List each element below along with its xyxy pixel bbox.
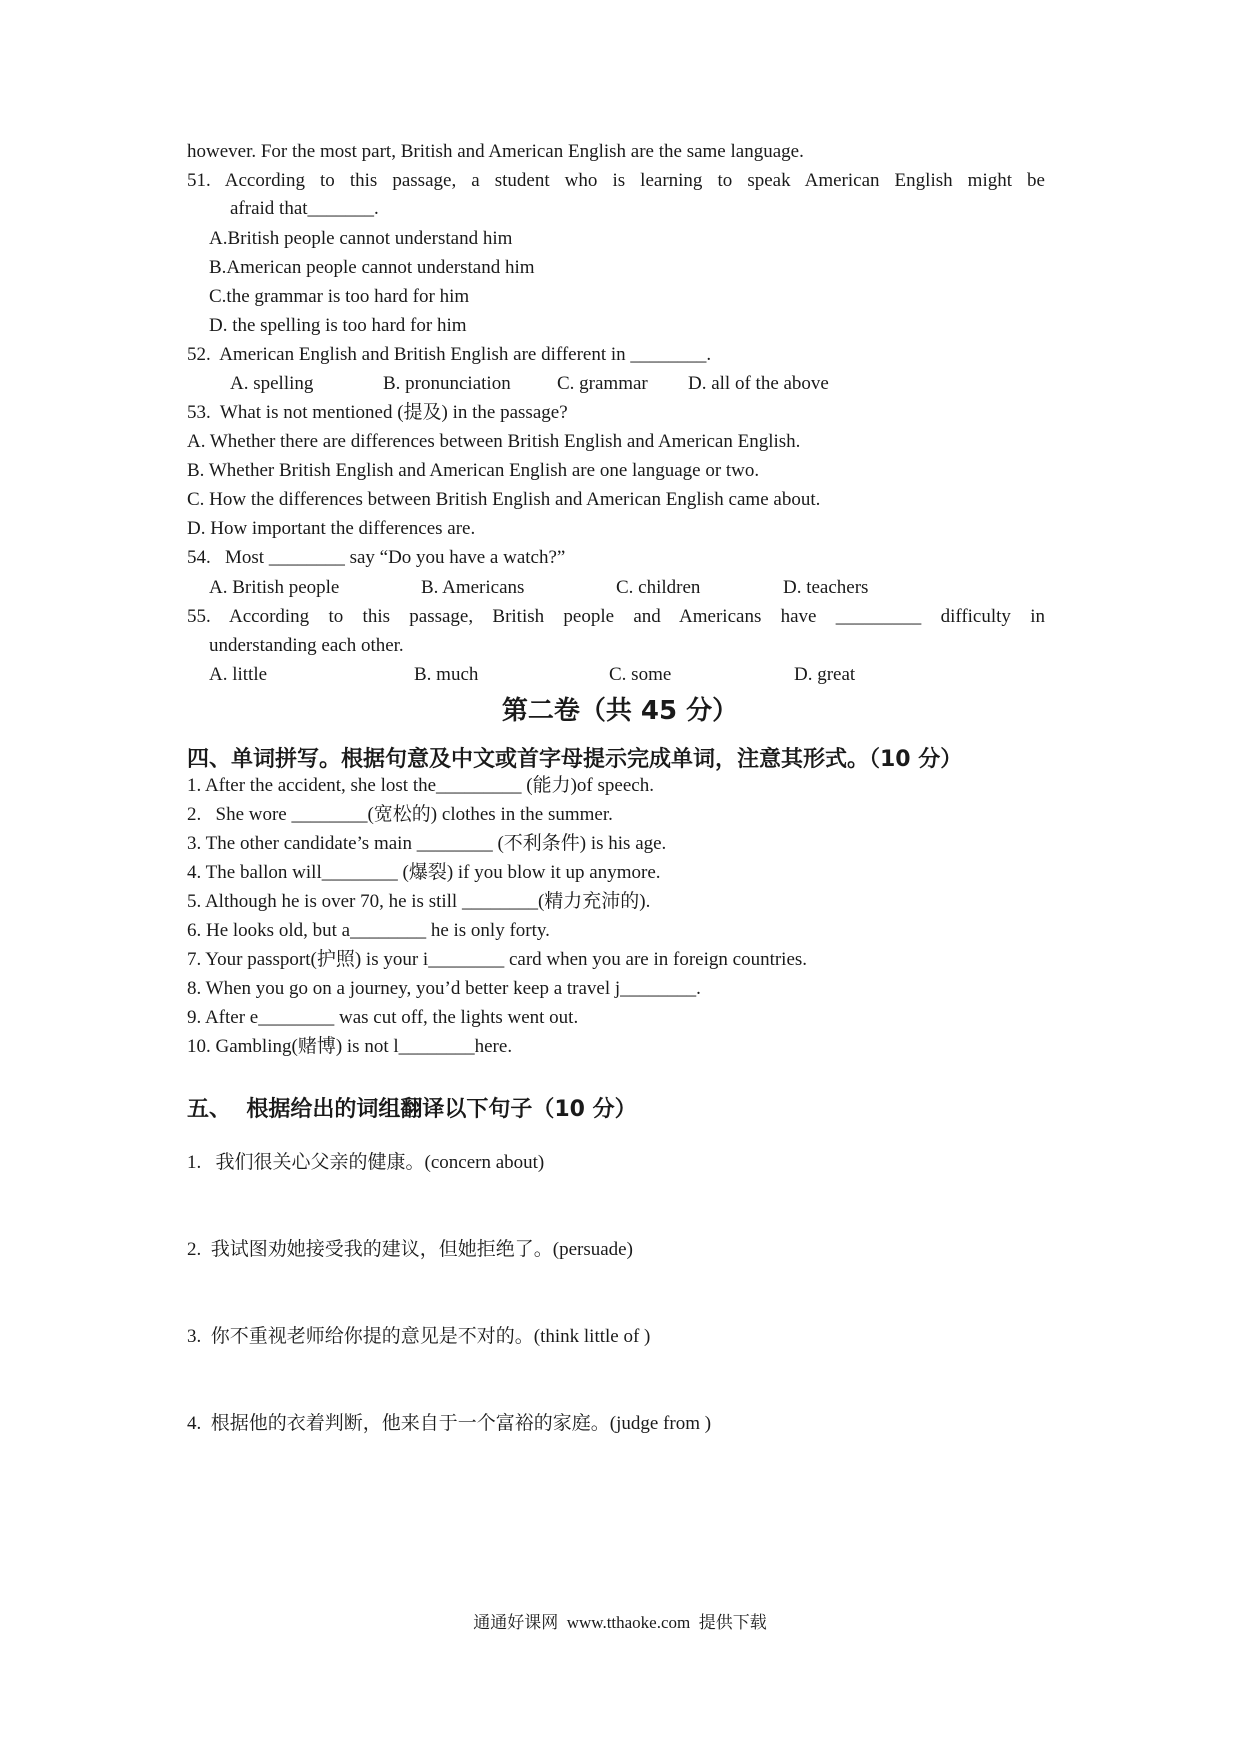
option-53-a: A. Whether there are differences between British English and American English. [187,431,801,452]
question-52-stem: 52. American English and British English are different in ________. [187,344,712,365]
option-51-a: A.British people cannot understand him [209,228,513,249]
option-52-d: D. all of the above [688,373,829,394]
option-54-c: C. children [616,577,701,598]
section-4-item-6: 6. He looks old, but a________ he is only forty. [187,920,550,941]
option-51-d: D. the spelling is too hard for him [209,315,467,336]
question-51-stem-line2: afraid that_______. [230,198,379,219]
option-55-b: B. much [414,664,479,685]
option-55-a: A. little [209,664,268,685]
question-54-stem: 54. Most ________ say “Do you have a watch?” [187,547,566,568]
option-55-d: D. great [794,664,856,685]
option-54-b: B. Americans [421,577,525,598]
option-55-c: C. some [609,664,672,685]
question-53-stem: 53. What is not mentioned (提及) in the passage? [187,402,568,423]
part2-title: 第二卷（共 45 分） [501,696,739,726]
section-4-item-10: 10. Gambling(赌博) is not l________here. [187,1036,513,1057]
option-53-d: D. How important the differences are. [187,518,476,539]
passage-tail: however. For the most part, British and American English are the same language. [187,141,804,162]
section-4-item-1: 1. After the accident, she lost the_________ (能力)of speech. [187,775,654,796]
question-55-stem-line2: understanding each other. [209,635,404,656]
footer-watermark: 通通好课网 www.tthaoke.com 提供下载 [473,1613,767,1632]
section-5-item-1: 1. 我们很关心父亲的健康。(concern about) [187,1152,545,1173]
section-4-item-7: 7. Your passport(护照) is your i________ card when you are in foreign countries. [187,949,808,970]
section-5-item-2: 2. 我试图劝她接受我的建议，但她拒绝了。(persuade) [187,1239,633,1260]
section-4-item-5: 5. Although he is over 70, he is still ________(精力充沛的). [187,891,651,912]
option-51-c: C.the grammar is too hard for him [209,286,470,307]
section-4-title: 四、单词拼写。根据句意及中文或首字母提示完成单词，注意其形式。（10 分） [187,747,963,772]
option-52-a: A. spelling [230,373,314,394]
section-5-item-3: 3. 你不重视老师给你提的意见是不对的。(think little of ) [187,1326,651,1347]
section-5-item-4: 4. 根据他的衣着判断，他来自于一个富裕的家庭。(judge from ) [187,1413,712,1434]
section-4-item-3: 3. The other candidate’s main ________ (不利条件) is his age. [187,833,667,854]
option-54-a: A. British people [209,577,340,598]
question-51-stem-line1: 51. According to this passage, a student who is learning to speak American English might be [187,170,1045,191]
section-5-title: 五、 根据给出的词组翻译以下句子（10 分） [187,1097,637,1122]
section-4-item-2: 2. She wore ________(宽松的) clothes in the summer. [187,804,613,825]
option-52-c: C. grammar [557,373,648,394]
section-4-item-9: 9. After e________ was cut off, the lights went out. [187,1007,579,1028]
section-4-item-8: 8. When you go on a journey, you’d better keep a travel j________. [187,978,701,999]
option-53-b: B. Whether British English and American English are one language or two. [187,460,760,481]
option-51-b: B.American people cannot understand him [209,257,535,278]
section-4-item-4: 4. The ballon will________ (爆裂) if you blow it up anymore. [187,862,661,883]
question-55-stem-line1: 55. According to this passage, British people and Americans have _________ difficulty in [187,606,1045,627]
option-52-b: B. pronunciation [383,373,511,394]
option-54-d: D. teachers [783,577,869,598]
option-53-c: C. How the differences between British English and American English came about. [187,489,821,510]
